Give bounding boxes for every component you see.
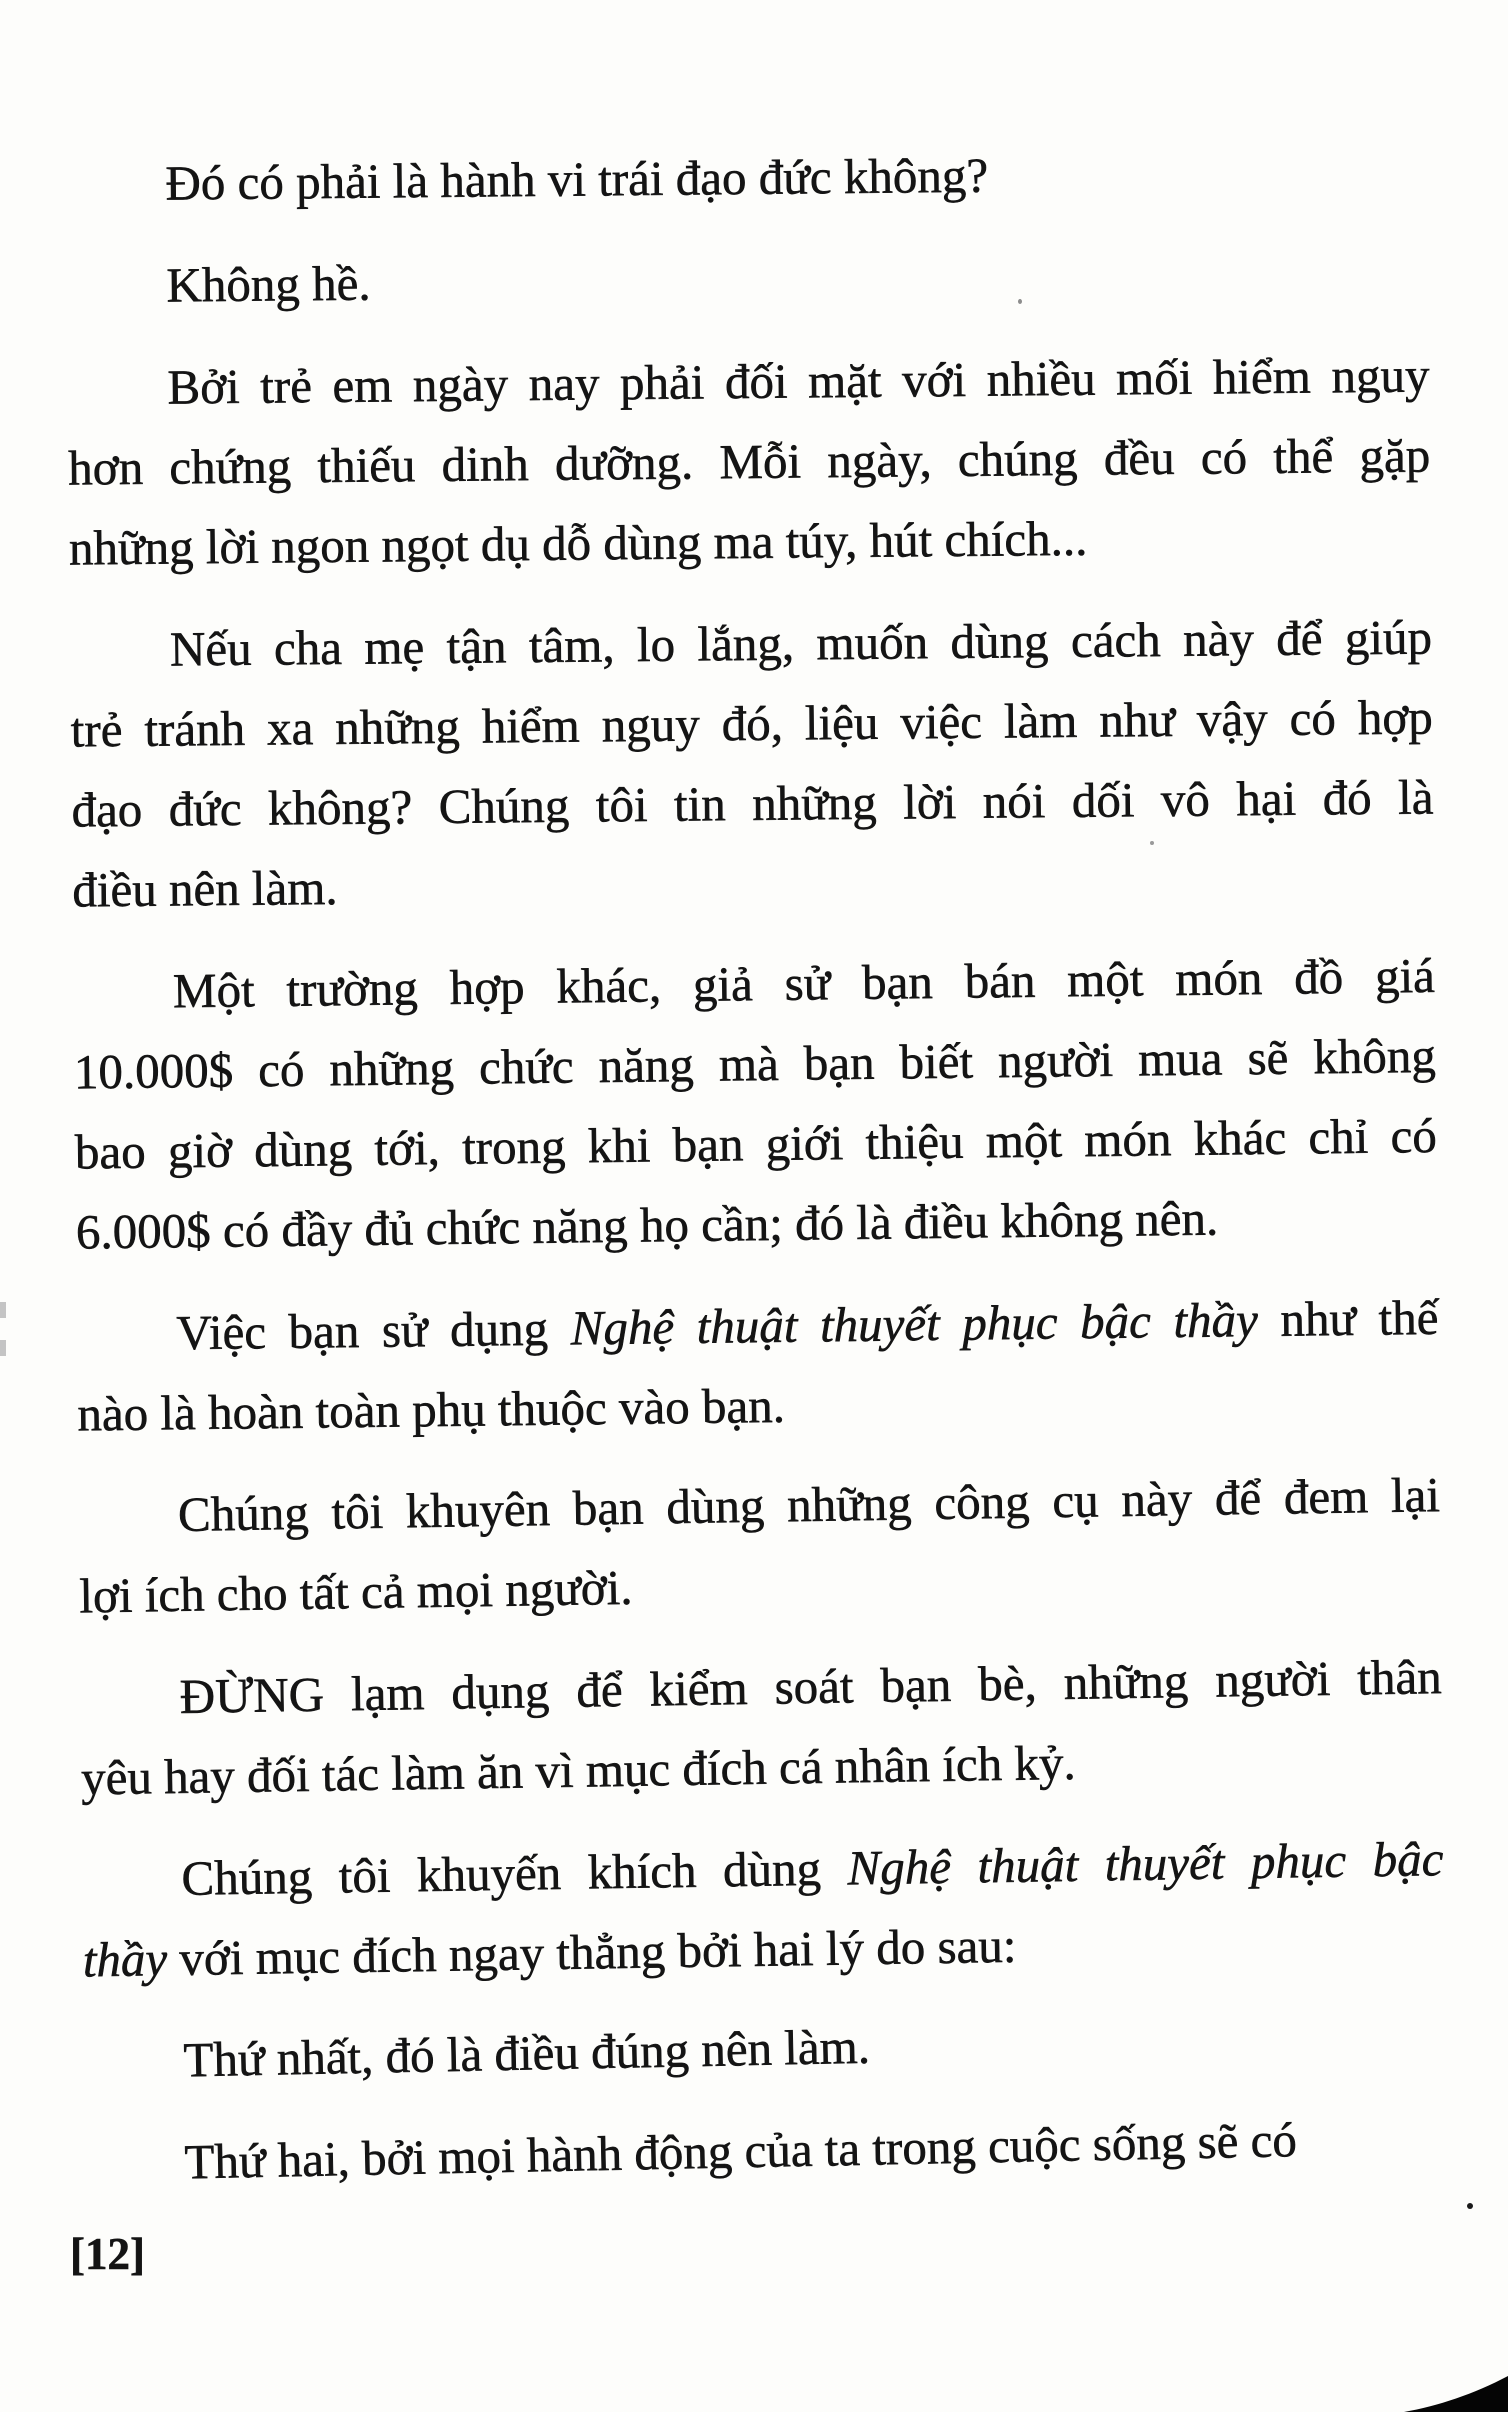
line-text: 6.000$ có đầy đủ chức năng họ cần; đó là điều không nên. — [75, 1190, 1219, 1260]
scan-edge-mark — [0, 1302, 6, 1318]
paragraph — [66, 234, 1429, 327]
text-line — [70, 597, 1433, 690]
page-corner-shadow — [1404, 2376, 1508, 2412]
text-line — [65, 132, 1428, 225]
text-line — [66, 234, 1429, 327]
line-text: điều nên làm. — [72, 860, 338, 918]
body-text — [65, 132, 1447, 2205]
paragraph — [72, 936, 1438, 1273]
text-line — [71, 757, 1434, 850]
line-text: Chúng tôi khuyên bạn dùng những công cụ này để đem lại — [177, 1467, 1441, 1542]
text-line — [72, 837, 1435, 930]
line-text: hơn chứng thiếu dinh dưỡng. Mỗi ngày, chúng đều có thể gặp — [67, 427, 1431, 496]
line-text: Một trường hợp khác, giả sử bạn bán một món đồ giá — [172, 947, 1436, 1019]
text-line — [69, 495, 1432, 588]
paragraph — [65, 132, 1428, 225]
text-line — [68, 415, 1431, 508]
scan-speck — [1150, 841, 1154, 845]
scan-edge-mark — [0, 1340, 6, 1356]
text-line — [83, 1995, 1446, 2102]
line-text: như thế — [1257, 1289, 1439, 1348]
line-text: Thứ hai, bởi mọi hành động của ta trong cuộc sống sẽ có — [183, 2112, 1298, 2190]
line-text: yêu hay đối tác làm ăn vì mục đích cá nhân ích kỷ. — [80, 1734, 1077, 1806]
line-text: Chúng tôi khuyến khích dùng — [181, 1840, 848, 1906]
paragraph — [76, 1278, 1440, 1455]
line-text: Việc bạn sử dụng — [176, 1300, 572, 1361]
text-line — [67, 336, 1430, 429]
line-text: bao giờ dùng tới, trong khi bạn giới thiệu một món khác chỉ có — [74, 1107, 1438, 1180]
line-text: 10.000$ có những chức năng mà bạn biết người mua sẽ không — [73, 1027, 1437, 1100]
line-text: Nếu cha mẹ tận tâm, lo lắng, muốn dùng cách này để giúp — [169, 609, 1433, 677]
text-line — [74, 1096, 1437, 1193]
paragraph — [84, 2097, 1447, 2204]
text-line — [70, 677, 1433, 770]
line-text: đạo đức không? Chúng tôi tin những lời nói dối vô hại đó là — [71, 769, 1434, 838]
text-line — [84, 2097, 1447, 2204]
line-text: trẻ tránh xa những hiểm nguy đó, liệu việc làm như vậy có hợp — [70, 689, 1433, 758]
scan-speck — [1467, 2203, 1473, 2209]
line-text: nào là hoàn toàn phụ thuộc vào bạn. — [77, 1377, 786, 1442]
paragraph — [67, 336, 1431, 589]
line-text: ĐỪNG lạm dụng để kiểm soát bạn bè, những người thân — [179, 1649, 1443, 1724]
line-text: những lời ngon ngọt dụ dỗ dùng ma túy, hút chích... — [68, 510, 1088, 576]
paragraph — [70, 597, 1435, 930]
line-text: lợi ích cho tất cả mọi người. — [78, 1559, 633, 1624]
text-line — [77, 1358, 1440, 1455]
book-title-italic: thầy — [82, 1931, 168, 1988]
paragraph — [77, 1455, 1441, 1636]
paragraph — [79, 1637, 1443, 1818]
line-text: Đó có phải là hành vi trái đạo đức không? — [165, 147, 989, 211]
paragraph — [81, 1819, 1445, 2000]
text-line — [75, 1176, 1438, 1273]
text-line — [76, 1278, 1439, 1375]
paragraph — [83, 1995, 1446, 2102]
scan-speck — [1018, 299, 1022, 304]
line-text: với mục đích ngay thẳng bởi hai lý do sau: — [166, 1917, 1017, 1987]
book-title-italic: Nghệ thuật thuyết phục bậc — [847, 1831, 1444, 1896]
line-text: Bởi trẻ em ngày nay phải đối mặt với nhiều mối hiểm nguy — [167, 347, 1430, 415]
page-number: [12] — [70, 2229, 145, 2279]
book-title-italic: Nghệ thuật thuyết phục bậc thầy — [570, 1292, 1259, 1356]
line-text: Thứ nhất, đó là điều đúng nên làm. — [182, 2018, 871, 2088]
line-text: Không hề. — [166, 255, 371, 313]
